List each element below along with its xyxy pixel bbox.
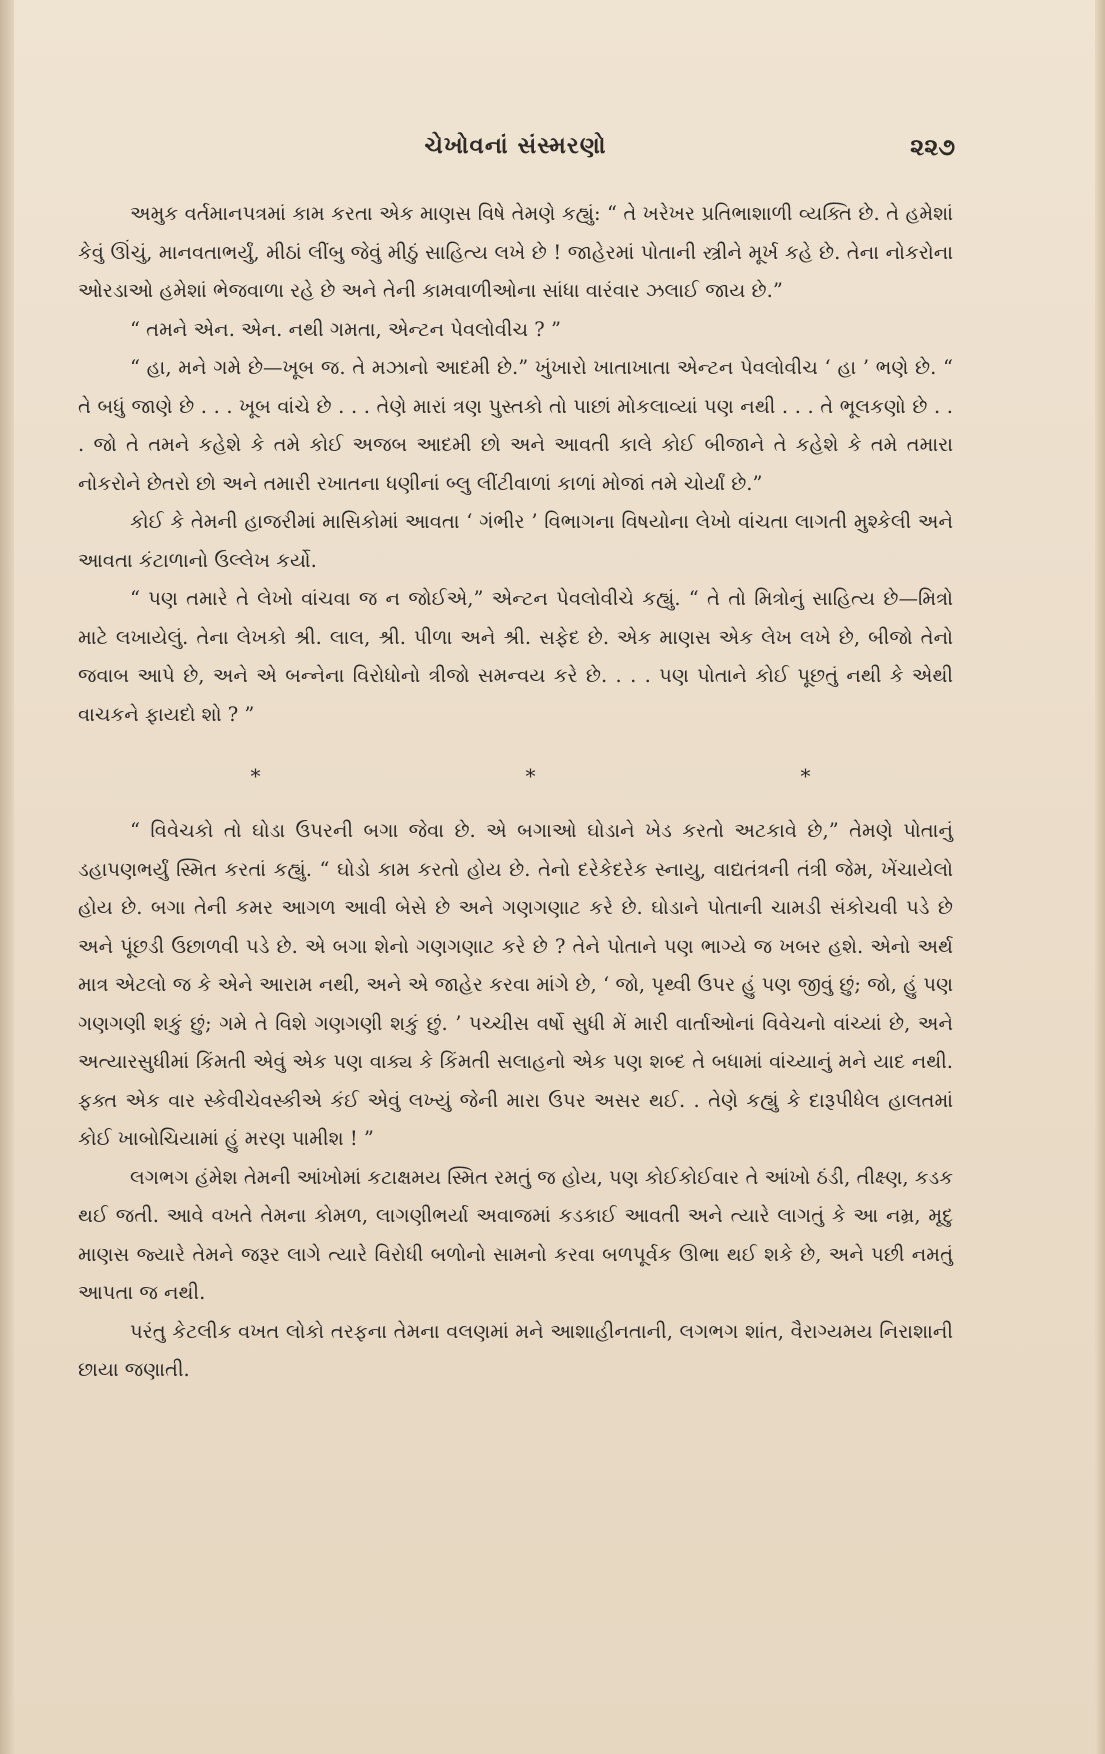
body-text xyxy=(78,195,953,1390)
paragraph: “ હા, મને ગમે છે—ખૂબ જ. તે મઝાનો આદમી છે.” ખુંખારો ખાતાખાતા એન્ટન પેવલોવીચ ‘ હા ’ ભણે છે. “ તે બધું જાણે છે . . . ખૂબ વાંચે છે . . . તેણે મારાં ત્રણ પુસ્તકો તો પાછાં મોકલાવ્યાં પણ નથી . . . તે ભૂલકણો છે . . . જો તે તમને કહેશે કે તમે કોઈ અજબ આદમી છો અને આવતી કાલે કોઈ બીજાને તે કહેશે કે તમે તમારા નોકરોને છેતરો છો અને તમારી રખાતના ધણીનાં બ્લુ લીંટીવાળાં કાળાં મોજાં તમે ચોર્યાં છે.” xyxy=(78,356,953,495)
paragraph: “ તમને એન. એન. નથી ગમતા, એન્ટન પેવલોવીચ ? ” xyxy=(130,317,561,341)
paragraph: “ વિવેચકો તો ઘોડા ઉપરની બગા જેવા છે. એ બગાઓ ઘોડાને ખેડ કરતો અટકાવે છે,” તેમણે પોતાનું ડહાપણભર્યું સ્મિત કરતાં કહ્યું. “ ઘોડો કામ કરતો હોય છે. તેનો દરેકેદરેક સ્નાયુ, વાદ્યતંત્રની તંત્રી જેમ, ખેંચાયેલો હોય છે. બગા તેની કમર આગળ આવી બેસે છે અને ગણગણાટ કરે છે. ઘોડાને પોતાની ચામડી સંકોચવી પડે છે અને પૂંછડી ઉછાળવી પડે છે. એ બગા શેનો ગણગણાટ કરે છે ? તેને પોતાને પણ ભાગ્યે જ ખબર હશે. એનો અર્થ માત્ર એટલો જ કે એને આરામ નથી, અને એ જાહેર કરવા માંગે છે, ‘ જો, પૃથ્વી ઉપર હું પણ જીવું છું; જો, હું પણ ગણગણી શકું છું; ગમે તે વિશે ગણગણી શકું છું. ’ પચ્ચીસ વર્ષો સુધી મેં મારી વાર્તાઓનાં વિવેચનો વાંચ્યાં છે, અને અત્યારસુધીમાં કિંમતી એવું એક પણ વાક્ય કે કિંમતી સલાહનો એક પણ શબ્દ તે બધામાં વાંચ્યાનું મને યાદ નથી. ફક્ત એક વાર સ્કેવીચેવસ્કીએ કંઈ એવું લખ્યું જેની મારા ઉપર અસર થઈ. . તેણે કહ્યું કે દારૂપીધેલ હાલતમાં કોઈ ખાબોચિયામાં હું મરણ પામીશ ! ” xyxy=(78,819,953,1150)
page-right-edge xyxy=(1095,0,1105,1754)
separator-asterisk: * xyxy=(525,764,536,788)
paragraph: અમુક વર્તમાનપત્રમાં કામ કરતા એક માણસ વિષે તેમણે કહ્યું: “ તે ખરેખર પ્રતિભાશાળી વ્યક્તિ છે. તે હમેશાં કેવું ઊંચું, માનવતાભર્યું, મીઠાં લીંબુ જેવું મીઠું સાહિત્ય લખે છે ! જાહેરમાં પોતાની સ્ત્રીને મૂર્ખ કહે છે. તેના નોકરોના ઓરડાઓ હમેશાં ભેજવાળા રહે છે અને તેની કામવાળીઓના સાંધા વારંવાર ઝલાઈ જાય છે.” xyxy=(78,202,953,302)
paragraph: પરંતુ કેટલીક વખત લોકો તરફના તેમના વલણમાં મને આશાહીનતાની, લગભગ શાંત, વૈરાગ્યમય નિરાશાની છાયા જણાતી. xyxy=(78,1319,953,1381)
page-number: ૨૨૭ xyxy=(910,132,955,161)
separator-asterisk: * xyxy=(250,764,261,788)
paragraph: કોઈ કે તેમની હાજરીમાં માસિકોમાં આવતા ‘ ગંભીર ’ વિભાગના વિષયોના લેખો વાંચતા લાગતી મુશ્કેલી અને આવતા કંટાળાનો ઉલ્લેખ કર્યો. xyxy=(78,510,953,572)
page-header xyxy=(86,132,945,172)
page-left-edge xyxy=(0,0,14,1754)
paragraph: લગભગ હંમેશ તેમની આંખોમાં કટાક્ષમય સ્મિત રમતું જ હોય, પણ કોઈકોઈવાર તે આંખો ઠંડી, તીક્ષ્ણ, કડક થઈ જતી. આવે વખતે તેમના કોમળ, લાગણીભર્યા અવાજમાં કડકાઈ આવતી અને ત્યારે લાગતું કે આ નમ્ર, મૃદુ માણસ જ્યારે તેમને જરૂર લાગે ત્યારે વિરોધી બળોનો સામનો કરવા બળપૂર્વક ઊભા થઈ શકે છે, અને પછી નમતું આપતા જ નથી. xyxy=(78,1165,953,1304)
running-title: ચેખોવનાં સંસ્મરણો xyxy=(424,132,607,159)
paragraph: “ પણ તમારે તે લેખો વાંચવા જ ન જોઈએ,” એન્ટન પેવલોવીચે કહ્યું. “ તે તો મિત્રોનું સાહિત્ય છે—મિત્રો માટે લખાયેલું. તેના લેખકો શ્રી. લાલ, શ્રી. પીળા અને શ્રી. સફેદ છે. એક માણસ એક લેખ લખે છે, બીજો તેનો જવાબ આપે છે, અને એ બન્નેના વિરોધોનો ત્રીજો સમન્વય કરે છે. . . . પણ પોતાને કોઈ પૂછતું નથી કે એથી વાચકને ફાયદો શો ? ” xyxy=(78,587,953,726)
section-separator xyxy=(221,764,811,788)
separator-asterisk: * xyxy=(800,764,811,788)
